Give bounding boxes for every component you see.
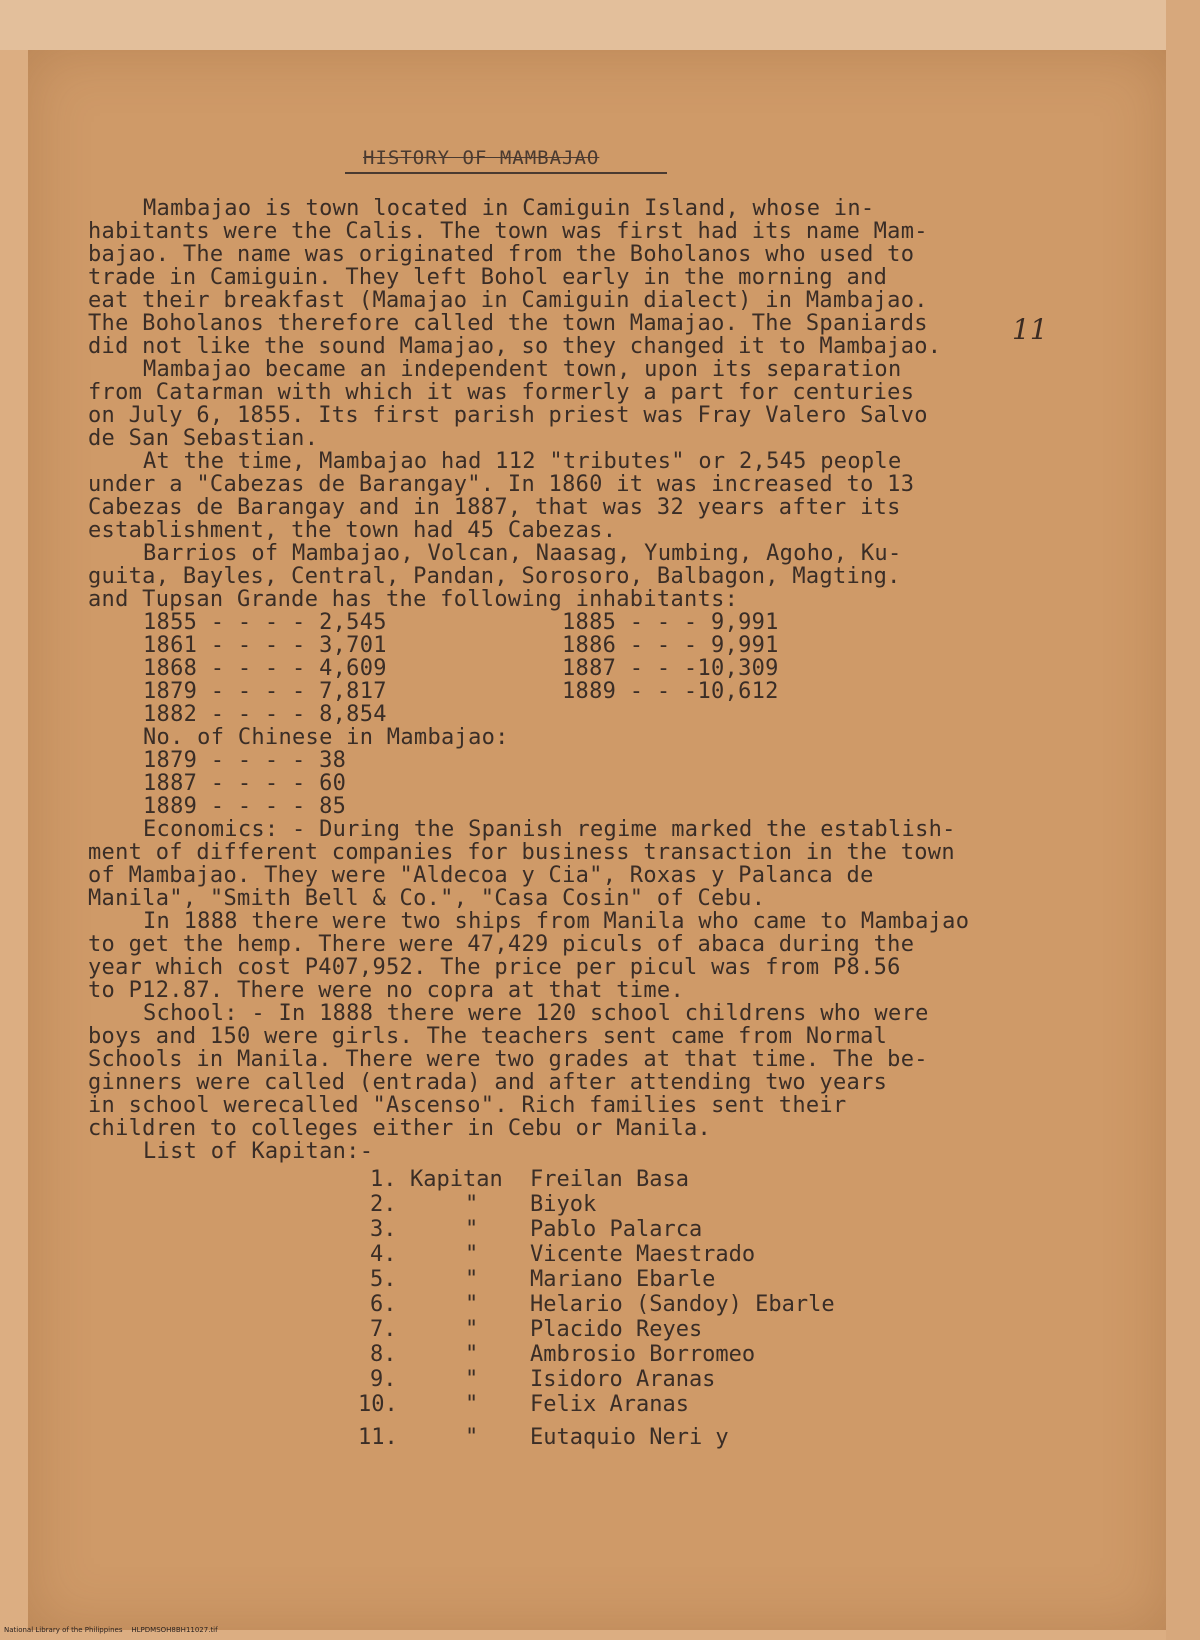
chinese-heading: No. of Chinese in Mambajao: bbox=[143, 725, 509, 750]
kapitan-name: Freilan Basa bbox=[530, 1167, 689, 1192]
chinese-entry: 1879 - - - - 38 bbox=[143, 748, 347, 773]
population-entry: 1868 - - - - 4,609 bbox=[143, 656, 387, 681]
kapitan-title: " bbox=[465, 1192, 479, 1217]
paragraph-line: on July 6, 1855. Its first parish priest was Fray Valero Salvo bbox=[88, 403, 928, 428]
paragraph-line: habitants were the Calis. The town was first had its name Mam- bbox=[88, 219, 928, 244]
kapitan-title: " bbox=[465, 1392, 479, 1417]
kapitan-title: " bbox=[465, 1367, 479, 1392]
kapitan-title: " bbox=[465, 1342, 479, 1367]
school-line: in school werecalled "Ascenso". Rich families sent their bbox=[88, 1093, 847, 1118]
margin-mark: 11 bbox=[1012, 313, 1048, 346]
population-entry: 1879 - - - - 7,817 bbox=[143, 679, 387, 704]
population-entry: 1885 - - - 9,991 bbox=[562, 610, 779, 635]
paragraph-line: under a "Cabezas de Barangay". In 1860 it was increased to 13 bbox=[88, 472, 915, 497]
paragraph-line: did not like the sound Mamajao, so they changed it to Mambajao. bbox=[88, 334, 942, 359]
kapitan-number: 4. bbox=[370, 1242, 397, 1267]
kapitan-heading: List of Kapitan:- bbox=[143, 1139, 374, 1164]
title-underline bbox=[345, 172, 667, 174]
economics-line: Manila", "Smith Bell & Co.", "Casa Cosin" of Cebu. bbox=[88, 886, 766, 911]
paragraph-line: de San Sebastian. bbox=[88, 426, 319, 451]
population-entry: 1889 - - -10,612 bbox=[562, 679, 779, 704]
economics-line: to P12.87. There were no copra at that time. bbox=[88, 978, 684, 1003]
kapitan-name: Isidoro Aranas bbox=[530, 1367, 716, 1392]
kapitan-name: Vicente Maestrado bbox=[530, 1242, 756, 1267]
kapitan-title: " bbox=[465, 1267, 479, 1292]
kapitan-name: Pablo Palarca bbox=[530, 1217, 703, 1242]
kapitan-title: Kapitan bbox=[410, 1167, 503, 1192]
paragraph-line: The Boholanos therefore called the town Mamajao. The Spaniards bbox=[88, 311, 928, 336]
paragraph-line: Cabezas de Barangay and in 1887, that was 32 years after its bbox=[88, 495, 901, 520]
economics-line: Economics: - During the Spanish regime marked the establish- bbox=[143, 817, 956, 842]
kapitan-number: 3. bbox=[370, 1217, 397, 1242]
kapitan-number: 1. bbox=[370, 1167, 397, 1192]
scan-footer-caption: National Library of the Philippines HLPDMSOH8BH11027.tif bbox=[4, 1626, 218, 1634]
kapitan-number: 9. bbox=[370, 1367, 397, 1392]
population-entry: 1855 - - - - 2,545 bbox=[143, 610, 387, 635]
kapitan-name: Helario (Sandoy) Ebarle bbox=[530, 1292, 835, 1317]
kapitan-name: Biyok bbox=[530, 1192, 597, 1217]
kapitan-title: " bbox=[465, 1217, 479, 1242]
kapitan-name: Mariano Ebarle bbox=[530, 1267, 716, 1292]
school-line: children to colleges either in Cebu or Manila. bbox=[88, 1116, 712, 1141]
paragraph-line: bajao. The name was originated from the Boholanos who used to bbox=[88, 242, 915, 267]
paragraph-line: trade in Camiguin. They left Bohol early in the morning and bbox=[88, 265, 888, 290]
paragraph-line: from Catarman with which it was formerly a part for centuries bbox=[88, 380, 915, 405]
kapitan-number: 11. bbox=[358, 1425, 398, 1450]
kapitan-number: 5. bbox=[370, 1267, 397, 1292]
population-entry: 1887 - - -10,309 bbox=[562, 656, 779, 681]
kapitan-number: 10. bbox=[358, 1392, 398, 1417]
paragraph-line: and Tupsan Grande has the following inhabitants: bbox=[88, 587, 739, 612]
population-entry: 1886 - - - 9,991 bbox=[562, 633, 779, 658]
document-title: HISTORY OF MAMBAJAO bbox=[363, 147, 600, 169]
kapitan-title: " bbox=[465, 1292, 479, 1317]
school-line: School: - In 1888 there were 120 school childrens who were bbox=[143, 1001, 929, 1026]
kapitan-name: Eutaquio Neri y bbox=[530, 1425, 729, 1450]
kapitan-title: " bbox=[465, 1317, 479, 1342]
kapitan-name: Ambrosio Borromeo bbox=[530, 1342, 756, 1367]
economics-line: year which cost P407,952. The price per picul was from P8.56 bbox=[88, 955, 901, 980]
economics-line: to get the hemp. There were 47,429 piculs of abaca during the bbox=[88, 932, 915, 957]
economics-line: ment of different companies for business transaction in the town bbox=[88, 840, 955, 865]
paragraph-line: eat their breakfast (Mamajao in Camiguin dialect) in Mambajao. bbox=[88, 288, 928, 313]
kapitan-name: Felix Aranas bbox=[530, 1392, 689, 1417]
school-line: boys and 150 were girls. The teachers sent came from Normal bbox=[88, 1024, 888, 1049]
school-line: Schools in Manila. There were two grades at that time. The be- bbox=[88, 1047, 928, 1072]
kapitan-title: " bbox=[465, 1242, 479, 1267]
chinese-entry: 1889 - - - - 85 bbox=[143, 794, 347, 819]
kapitan-title: " bbox=[465, 1425, 479, 1450]
paragraph-line: Barrios of Mambajao, Volcan, Naasag, Yumbing, Agoho, Ku- bbox=[143, 541, 902, 566]
school-line: ginners were called (entrada) and after attending two years bbox=[88, 1070, 888, 1095]
chinese-entry: 1887 - - - - 60 bbox=[143, 771, 347, 796]
economics-line: In 1888 there were two ships from Manila who came to Mambajao bbox=[143, 909, 970, 934]
population-entry: 1861 - - - - 3,701 bbox=[143, 633, 387, 658]
kapitan-number: 7. bbox=[370, 1317, 397, 1342]
economics-line: of Mambajao. They were "Aldecoa y Cia", Roxas y Palanca de bbox=[88, 863, 874, 888]
kapitan-number: 6. bbox=[370, 1292, 397, 1317]
population-entry: 1882 - - - - 8,854 bbox=[143, 702, 387, 727]
kapitan-number: 8. bbox=[370, 1342, 397, 1367]
paragraph-line: Mambajao became an independent town, upon its separation bbox=[143, 357, 902, 382]
kapitan-name: Placido Reyes bbox=[530, 1317, 703, 1342]
paragraph-line: establishment, the town had 45 Cabezas. bbox=[88, 518, 617, 543]
paragraph-line: guita, Bayles, Central, Pandan, Sorosoro, Balbagon, Magting. bbox=[88, 564, 901, 589]
kapitan-number: 2. bbox=[370, 1192, 397, 1217]
paragraph-line: Mambajao is town located in Camiguin Island, whose in- bbox=[143, 196, 875, 221]
paragraph-line: At the time, Mambajao had 112 "tributes" or 2,545 people bbox=[143, 449, 902, 474]
